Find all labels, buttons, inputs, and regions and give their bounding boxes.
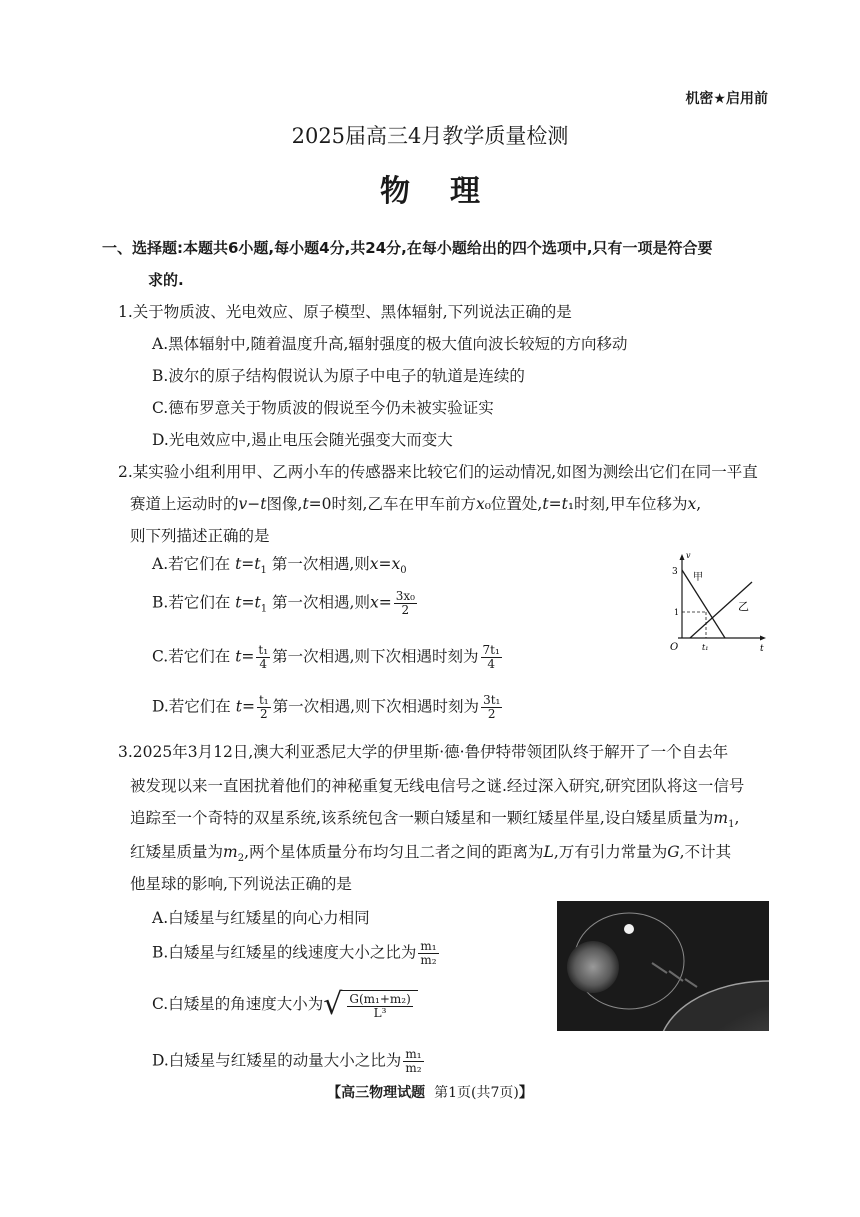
jia-label: 甲 (693, 572, 703, 583)
white-dwarf (624, 924, 634, 934)
t1-tick: t₁ (702, 643, 709, 652)
q2-stem-line-2: 赛道上运动时的v−t图像,t=0时刻,乙车在甲车前方x₀位置处,t=t₁时刻,甲车位移为x, (130, 495, 702, 513)
t-axis-arrow (760, 636, 766, 641)
q1-option-c: C.德布罗意关于物质波的假说至今仍未被实验证实 (152, 399, 494, 417)
q3-line-2: 被发现以来一直困扰着他们的神秘重复无线电信号之谜.经过深入研究,研究团队将这一信号 (130, 777, 745, 795)
v-axis-label: v (686, 551, 691, 560)
q2-option-b: B.若它们在 $t=t_1$ 第一次相遇,则x= $\frac{\text{3x₀}}{2}$ (152, 589, 415, 617)
section-line-1: 一、选择题:本题共6小题,每小题4分,共24分,在每小题给出的四个选项中,只有一项是符合要 (102, 239, 713, 257)
jia-line (682, 570, 725, 638)
page-footer: 【高三物理试题 第1页(共7页)】 (327, 1085, 533, 1101)
t-axis-label: t (760, 644, 764, 654)
q2-option-c: C.若它们在 t= $\frac{\text{t₁}}{4}$ 第一次相遇,则下次相遇时刻为 $\frac{\text{7t₁}}{4}$ (152, 643, 500, 671)
binary-star-illustration (557, 901, 769, 1031)
q3-option-b: B.白矮星与红矮星的线速度大小之比为 $\frac{\text{m₁}}{\text{m₂}}$ (152, 939, 437, 967)
section-line-2: 求的. (148, 271, 184, 289)
q3-line-1: 3.2025年3月12日,澳大利亚悉尼大学的伊里斯·德·鲁伊特带领团队终于解开了一个自去年 (118, 743, 729, 761)
q2-stem-line-1: 2.某实验小组利用甲、乙两小车的传感器来比较它们的运动情况,如图为测绘出它们在同一平直 (118, 463, 758, 481)
binary-star-photo (557, 901, 769, 1031)
q3-option-c: C.白矮星的角速度大小为 √ $\frac{\text{G(m₁+m₂)}}{\text{L³}}$ (152, 990, 418, 1020)
q3-line-5: 他星球的影响,下列说法正确的是 (130, 875, 352, 893)
q1-stem: 1.关于物质波、光电效应、原子模型、黑体辐射,下列说法正确的是 (118, 303, 572, 321)
q2-vt-figure (660, 550, 772, 656)
q1-option-a: A.黑体辐射中,随着温度升高,辐射强度的极大值向波长较短的方向移动 (152, 335, 628, 353)
y-tick-3: 3 (672, 567, 678, 577)
yi-label: 乙 (738, 600, 749, 613)
q1-option-b: B.波尔的原子结构假说认为原子中电子的轨道是连续的 (152, 367, 525, 385)
q3-line-4: 红矮星质量为$m_2$,两个星体质量分布均匀且二者之间的距离为L,万有引力常量为G,不计其 (130, 843, 732, 865)
section-instructions (102, 232, 782, 296)
q2-option-a: A.若它们在 $t=t_1$ 第一次相遇,则$x=x_0$ (152, 555, 407, 577)
v-axis-arrow (680, 554, 685, 560)
subject-title: 物理 (380, 174, 520, 209)
confidential-label: 机密★启用前 (685, 91, 768, 107)
origin-label: O (670, 642, 679, 653)
red-dwarf (567, 941, 619, 993)
q3-line-3: 追踪至一个奇特的双星系统,该系统包含一颗白矮星和一颗红矮星伴星,设白矮星质量为$m_1$, (130, 809, 740, 831)
q2-stem-line-3: 则下列描述正确的是 (130, 527, 270, 545)
q1-option-d: D.光电效应中,遏止电压会随光强变大而变大 (152, 431, 453, 449)
q3-option-d: D.白矮星与红矮星的动量大小之比为 $\frac{\text{m₁}}{\text{m₂}}$ (152, 1047, 422, 1075)
y-tick-1: 1 (674, 608, 680, 617)
exam-title: 2025届高三4月教学质量检测 (291, 124, 569, 148)
q2-option-d: D.若它们在 t= $\frac{\text{t₁}}{2}$ 第一次相遇,则下次相遇时刻为 $\frac{\text{3t₁}}{2}$ (152, 693, 501, 721)
q3-option-a: A.白矮星与红矮星的向心力相同 (152, 909, 370, 927)
